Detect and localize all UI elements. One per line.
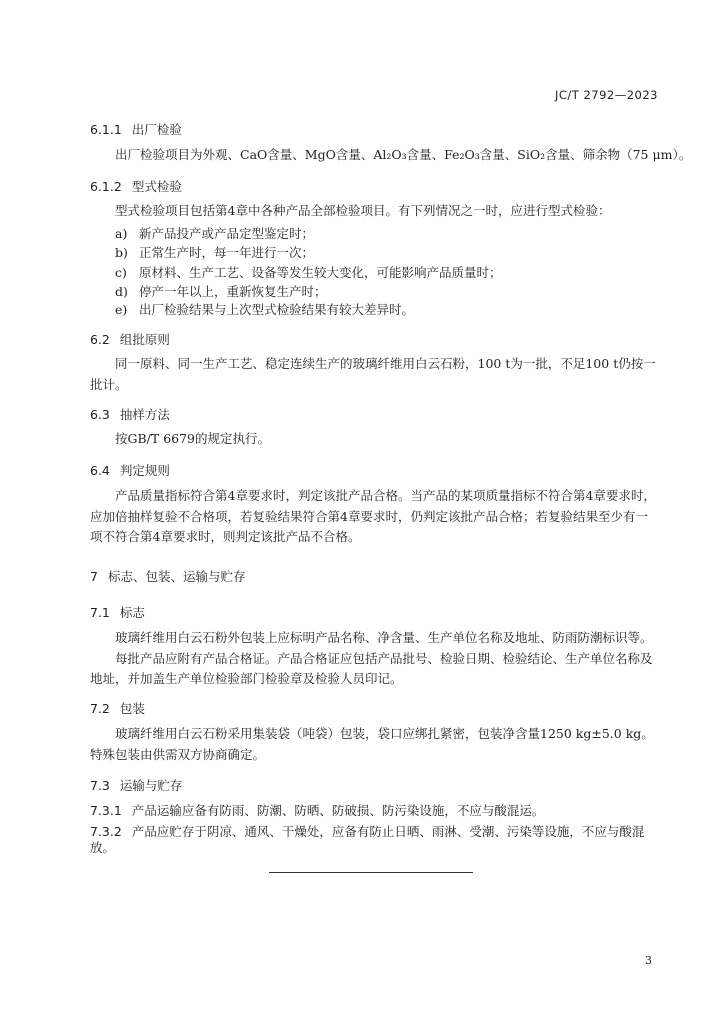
paragraph-6-1-1: 出厂检验项目为外观、CaO含量、MgO含量、Al₂O₃含量、Fe₂O₃含量、SiO₂含量、筛余物（75 μm）。 [115,147,692,162]
section-title: 包装 [119,701,145,716]
section-number: 6.1.1 [90,122,122,137]
heading-7-1 [90,603,145,621]
page-number: 3 [645,954,652,967]
list-item: c) 原材料、生产工艺、设备等发生较大变化，可能影响产品质量时； [115,265,502,280]
list-item: b) 正常生产时，每一年进行一次； [115,245,315,260]
standard-code: JC/T 2792—2023 [554,88,658,102]
section-number: 7 [90,569,98,584]
section-title: 运输与贮存 [119,778,183,793]
section-number: 6.2 [90,332,110,347]
clause-7-3-1 [90,801,544,819]
heading-7-2 [90,699,145,717]
paragraph-7-2-line2: 特殊包装由供需双方协商确定。 [90,747,266,762]
section-number: 7.2 [90,701,110,716]
clause-text: 产品应贮存于阴凉、通风、干燥处，应备有防止日晒、雨淋、受潮、污染等设施，不应与酸混 [131,824,645,839]
paragraph-6-2-line2: 批计。 [90,377,128,392]
section-title: 型式检验 [131,179,182,194]
section-number: 6.3 [90,407,110,422]
paragraph-6-4-line1: 产品质量指标符合第4章要求时，判定该批产品合格。当产品的某项质量指标不符合第4章要求时， [115,488,656,503]
section-number: 6.4 [90,463,110,478]
list-item: e) 出厂检验结果与上次型式检验结果有较大差异时。 [115,302,415,317]
heading-6-2 [90,330,170,348]
heading-7-3 [90,776,182,794]
paragraph-7-1-line1: 玻璃纤维用白云石粉外包装上应标明产品名称、净含量、生产单位名称及地址、防雨防潮标识等。 [115,630,653,645]
section-title: 判定规则 [119,463,170,478]
section-title: 组批原则 [119,332,170,347]
paragraph-7-1-line3: 地址，并加盖生产单位检验部门检验章及检验人员印记。 [90,671,403,686]
list-item: a) 新产品投产或产品定型鉴定时； [115,226,315,241]
list-item: d) 停产一年以上，重新恢复生产时； [115,284,327,299]
heading-6-3 [90,405,170,423]
section-number: 7.3.2 [90,824,122,839]
section-title: 标志、包装、运输与贮存 [107,569,246,584]
heading-6-4 [90,461,170,479]
heading-7 [90,567,245,585]
section-number: 6.1.2 [90,179,122,194]
section-title: 抽样方法 [119,407,170,422]
section-number: 7.3 [90,778,110,793]
paragraph-6-4-line2: 应加倍抽样复验不合格项，若复验结果符合第4章要求时，仍判定该批产品合格；若复验结果至少有一 [90,509,648,524]
paragraph-6-1-2-intro: 型式检验项目包括第4章中各种产品全部检验项目。有下列情况之一时，应进行型式检验： [115,203,611,218]
clause-7-3-2-line2: 放。 [90,840,116,855]
section-title: 标志 [119,605,145,620]
section-number: 7.1 [90,605,110,620]
paragraph-6-4-line3: 项不符合第4章要求时，则判定该批产品不合格。 [90,529,361,544]
paragraph-7-1-line2: 每批产品应附有产品合格证。产品合格证应包括产品批号、检验日期、检验结论、生产单位名称及 [115,651,653,666]
paragraph-7-2-line1: 玻璃纤维用白云石粉采用集装袋（吨袋）包装，袋口应绑扎紧密，包装净含量1250 kg±5.0 kg。 [115,726,654,741]
heading-6-1-1 [90,120,182,138]
clause-text: 产品运输应备有防雨、防潮、防晒、防破损、防污染设施，不应与酸混运。 [131,803,545,818]
end-rule [269,872,473,873]
section-number: 7.3.1 [90,803,122,818]
heading-6-1-2 [90,177,182,195]
paragraph-6-2-line1: 同一原料、同一生产工艺、稳定连续生产的玻璃纤维用白云石粉，100 t为一批，不足100 t仍按一 [115,356,656,371]
section-title: 出厂检验 [131,122,182,137]
paragraph-6-3: 按GB/T 6679的规定执行。 [115,431,271,446]
